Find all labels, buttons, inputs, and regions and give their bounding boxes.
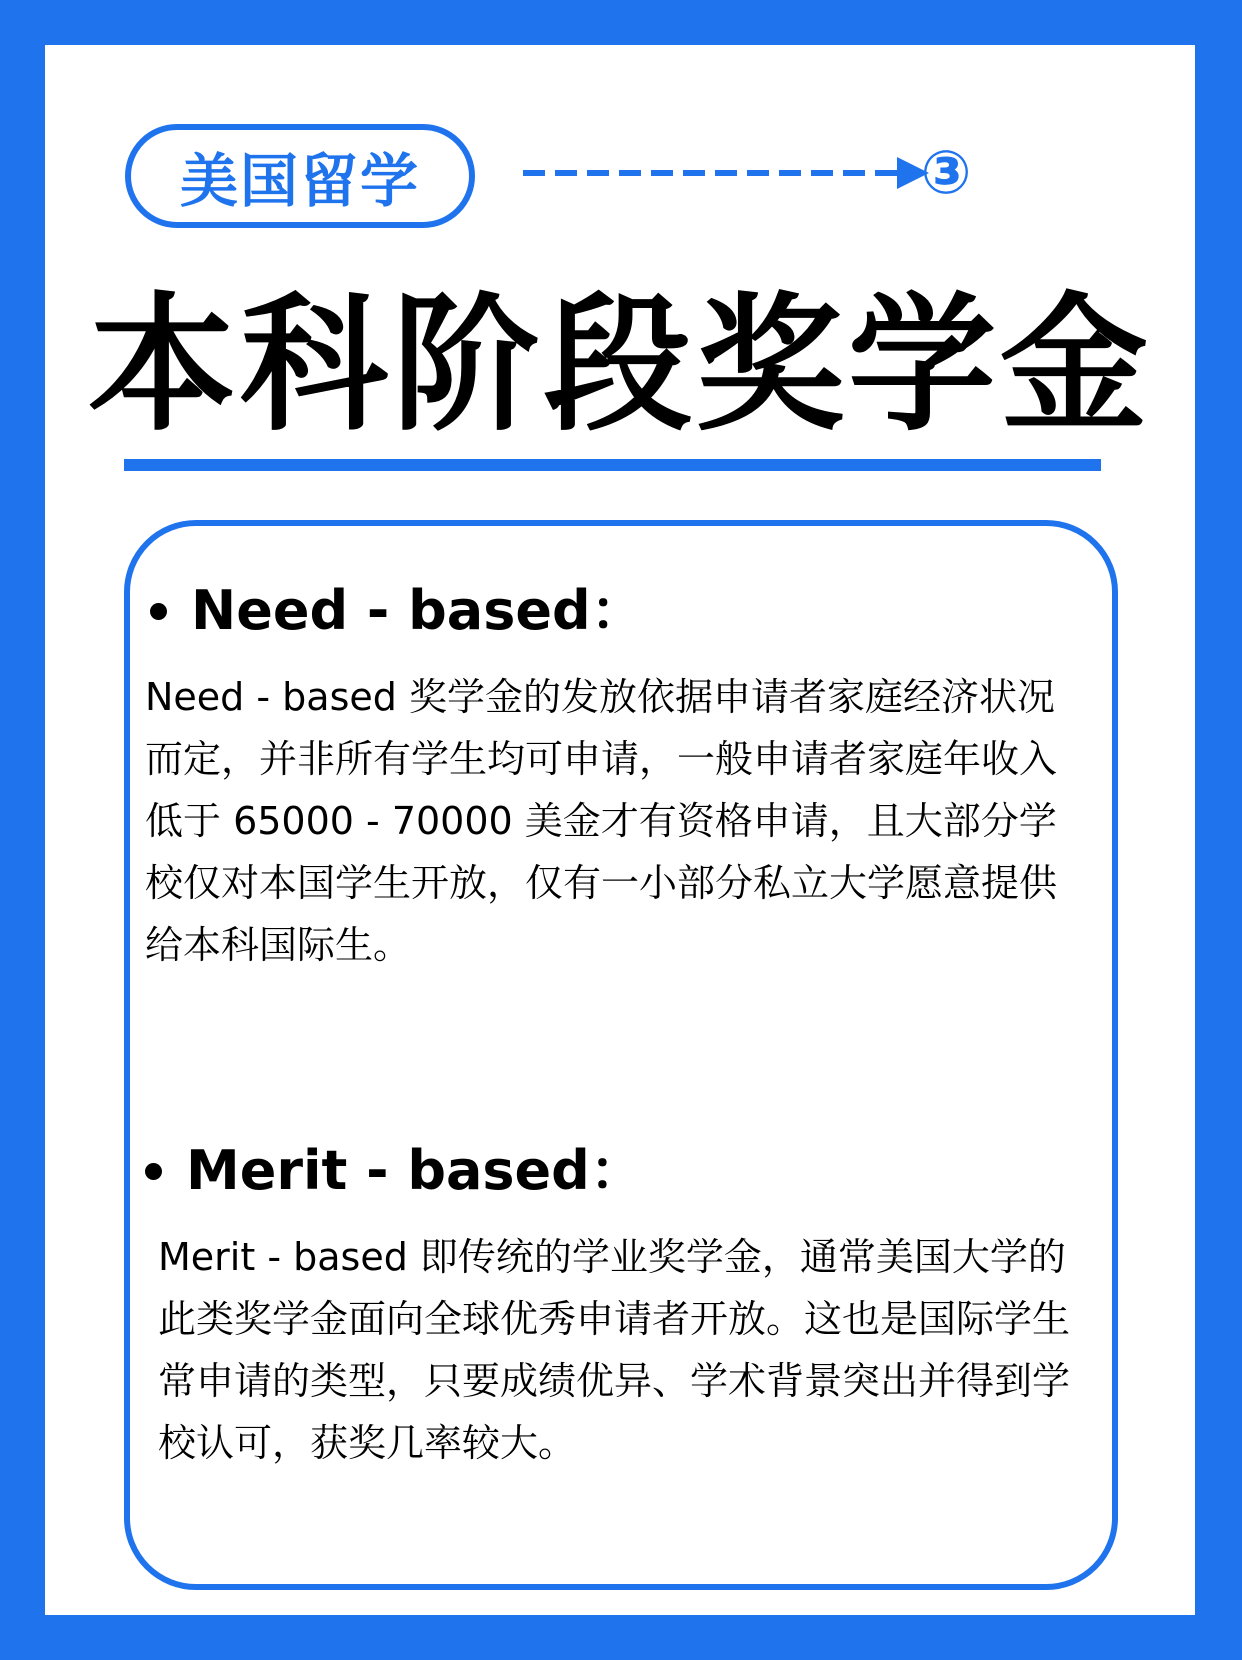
need-based-heading-label: Need - based： xyxy=(191,579,645,642)
dashed-right-arrow-icon xyxy=(523,153,935,193)
merit-based-heading xyxy=(145,1139,644,1202)
poster-page xyxy=(45,45,1195,1615)
bullet-dot-icon xyxy=(150,603,167,620)
content-card xyxy=(124,520,1118,1590)
need-based-description: Need - based 奖学金的发放依据申请者家庭经济状况而定，并非所有学生均可申请，一般申请者家庭年收入低于 65000 - 70000 美金才有资格申请，且大部分学校仅对本国学生开放，仅有一小部分私立大学愿意提供给本科国际生。 xyxy=(145,675,1058,967)
merit-based-heading-label: Merit - based： xyxy=(186,1139,644,1202)
category-tag xyxy=(125,124,475,228)
page-title: 本科阶段奖学金 xyxy=(88,279,1152,451)
title-underline xyxy=(124,459,1101,471)
bullet-dot-icon xyxy=(145,1163,162,1180)
step-number: ③ xyxy=(920,138,972,208)
merit-based-description: Merit - based 即传统的学业奖学金，通常美国大学的此类奖学金面向全球优秀申请者开放。这也是国际学生常申请的类型，只要成绩优异、学术背景突出并得到学校认可，获奖几率较大。 xyxy=(158,1235,1071,1465)
category-tag-label: 美国留学 xyxy=(179,147,420,215)
need-based-heading xyxy=(150,579,645,642)
